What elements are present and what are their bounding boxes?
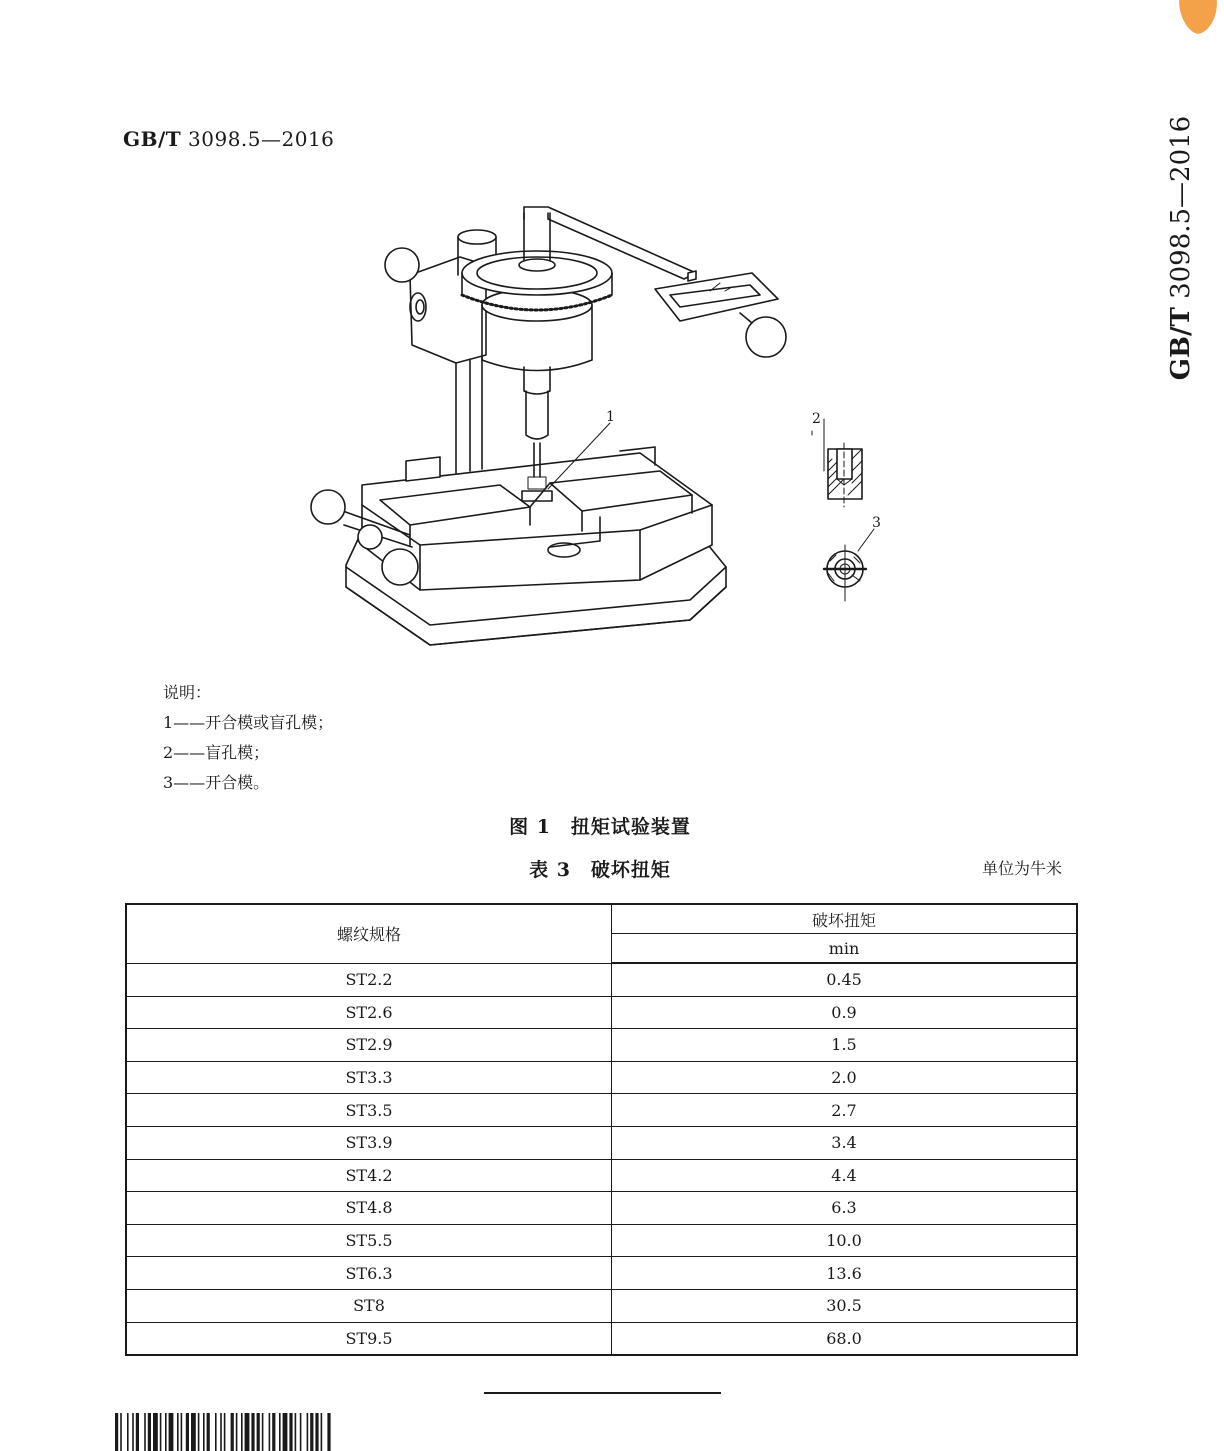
table-row <box>126 1126 1077 1159</box>
standard-number: 3098.5—2016 <box>188 127 335 151</box>
legend-title: 说明： <box>163 683 212 702</box>
side-standard-prefix: GB/T <box>1166 307 1196 381</box>
cell-breaking-torque: 3.4 <box>612 1126 1078 1159</box>
table-row <box>126 1289 1077 1322</box>
table-row <box>126 963 1077 996</box>
callout-1: 1 <box>606 409 615 425</box>
cell-thread-size: ST8 <box>126 1289 612 1322</box>
cell-breaking-torque: 0.9 <box>612 996 1078 1029</box>
legend-item: 2——盲孔模； <box>163 743 270 762</box>
cell-breaking-torque: 13.6 <box>612 1257 1078 1290</box>
legend-item: 1——开合模或盲孔模； <box>163 713 334 732</box>
header-breaking-torque: 破坏扭矩 <box>612 904 1078 934</box>
corner-heart-mark <box>1172 0 1224 40</box>
table-row <box>126 1224 1077 1257</box>
cell-thread-size: ST2.6 <box>126 996 612 1029</box>
header-thread-size: 螺纹规格 <box>126 904 612 963</box>
cell-breaking-torque: 6.3 <box>612 1192 1078 1225</box>
cell-breaking-torque: 2.7 <box>612 1094 1078 1127</box>
table-row <box>126 1029 1077 1062</box>
barcode <box>115 1413 445 1451</box>
cell-thread-size: ST2.9 <box>126 1029 612 1062</box>
breaking-torque-table <box>125 903 1078 1356</box>
standard-header <box>123 127 334 151</box>
standard-prefix: GB/T <box>123 127 182 151</box>
cell-thread-size: ST4.8 <box>126 1192 612 1225</box>
apparatus-drawing <box>311 207 881 645</box>
table-row <box>126 1257 1077 1290</box>
table-row <box>126 996 1077 1029</box>
footer-rule <box>484 1392 721 1394</box>
cell-breaking-torque: 1.5 <box>612 1029 1078 1062</box>
table-caption: 表 3 破坏扭矩 <box>529 859 671 881</box>
legend-item: 3——开合模。 <box>163 773 270 792</box>
cell-breaking-torque: 68.0 <box>612 1322 1078 1355</box>
cell-thread-size: ST3.3 <box>126 1061 612 1094</box>
table-body <box>126 963 1077 1355</box>
callout-3: 3 <box>872 515 881 531</box>
cell-breaking-torque: 0.45 <box>612 963 1078 996</box>
cell-thread-size: ST6.3 <box>126 1257 612 1290</box>
side-standard-number: 3098.5—2016 <box>1166 115 1196 299</box>
cell-breaking-torque: 4.4 <box>612 1159 1078 1192</box>
table-row <box>126 1192 1077 1225</box>
unit-note: 单位为牛米 <box>982 859 1063 878</box>
torque-test-apparatus-figure <box>300 195 920 655</box>
cell-thread-size: ST9.5 <box>126 1322 612 1355</box>
table-row <box>126 1159 1077 1192</box>
callout-2: 2 <box>812 411 821 427</box>
figure-caption: 图 1 扭矩试验装置 <box>509 816 691 838</box>
cell-breaking-torque: 10.0 <box>612 1224 1078 1257</box>
cell-thread-size: ST5.5 <box>126 1224 612 1257</box>
table-row <box>126 1322 1077 1355</box>
cell-thread-size: ST4.2 <box>126 1159 612 1192</box>
table-row <box>126 1094 1077 1127</box>
side-standard-label <box>1166 116 1196 380</box>
cell-breaking-torque: 2.0 <box>612 1061 1078 1094</box>
cell-thread-size: ST2.2 <box>126 963 612 996</box>
cell-thread-size: ST3.5 <box>126 1094 612 1127</box>
table-row <box>126 1061 1077 1094</box>
header-min: min <box>612 934 1078 964</box>
figure-legend <box>163 678 333 798</box>
cell-breaking-torque: 30.5 <box>612 1289 1078 1322</box>
cell-thread-size: ST3.9 <box>126 1126 612 1159</box>
